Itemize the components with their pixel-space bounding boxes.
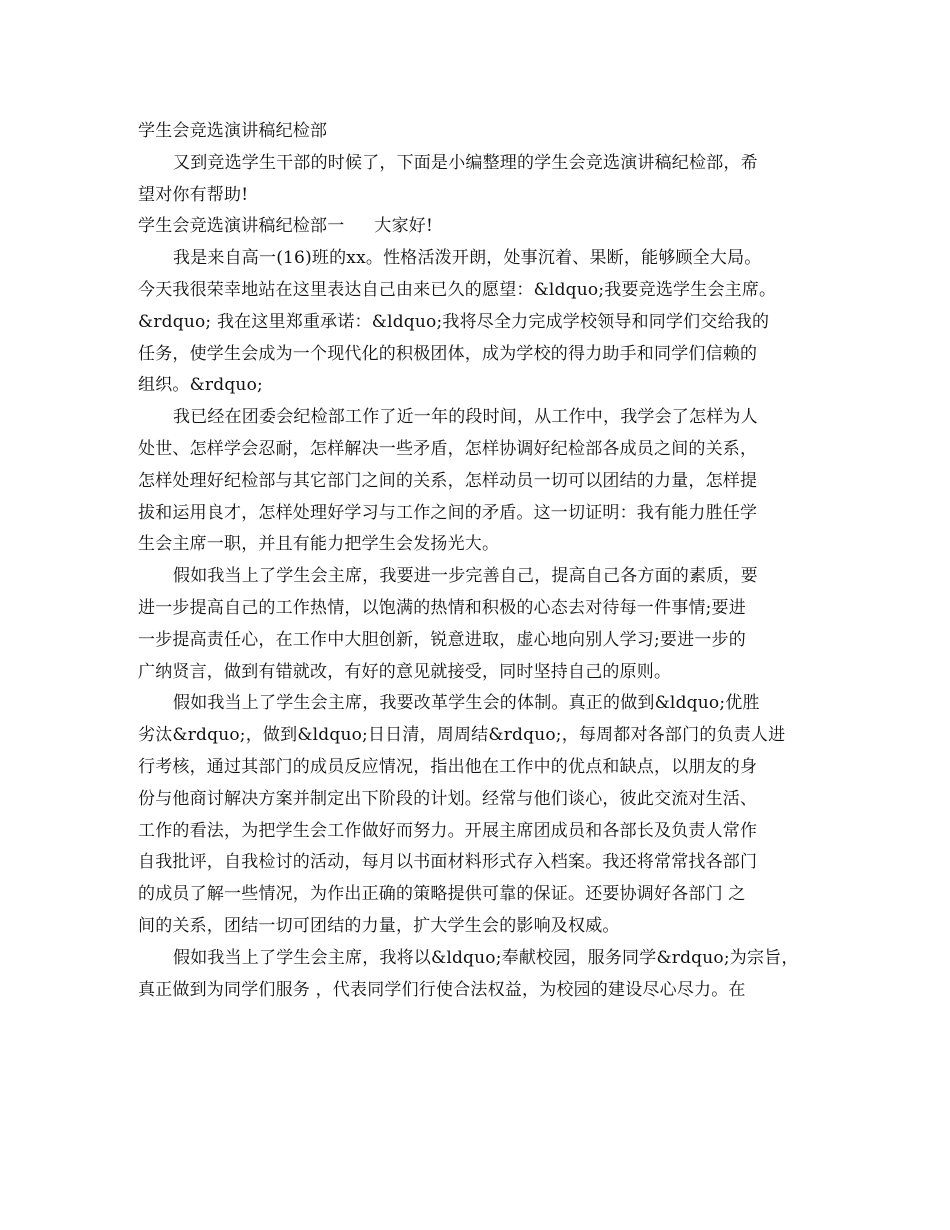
- paragraph-2-line-4: 拔和运用良才，怎样处理好学习与工作之间的矛盾。这一切证明：我有能力胜任学: [138, 502, 758, 523]
- paragraph-4-line-1: 假如我当上了学生会主席，我要改革学生会的体制。真正的做到&ldquo;优胜: [173, 693, 760, 714]
- greeting: 大家好!: [374, 216, 434, 237]
- paragraph-4-line-3: 行考核，通过其部门的成员反应情况，指出他在工作中的优点和缺点，以朋友的身: [138, 756, 758, 777]
- paragraph-2-line-5: 生会主席一职，并且有能力把学生会发扬光大。: [138, 534, 500, 555]
- paragraph-5-line-1: 假如我当上了学生会主席，我将以&ldquo;奉献校园，服务同学&rdquo;为宗旨，: [173, 947, 799, 968]
- section-heading-line: [138, 211, 816, 243]
- paragraph-1-line-1: 我是来自高一(16)班的xx。性格活泼开朗，处事沉着、果断，能够顾全大局。: [173, 248, 762, 269]
- paragraph-3-line-1: 假如我当上了学生会主席，我要进一步完善自己，提高自己各方面的素质，要: [173, 566, 758, 587]
- paragraph-4-line-5: 工作的看法，为把学生会工作做好而努力。开展主席团成员和各部长及负责人常作: [138, 820, 758, 841]
- paragraph-4-line-2: 劣汰&rdquo;，做到&ldquo;日日清，周周结&rdquo;，每周都对各部门的负责人进: [138, 725, 786, 746]
- paragraph-1-line-3: &rdquo; 我在这里郑重承诺：&ldquo;我将尽全力完成学校领导和同学们交给我的: [138, 311, 770, 332]
- paragraph-1-line-4: 任务，使学生会成为一个现代化的积极团体，成为学校的得力助手和同学们信赖的: [138, 343, 758, 364]
- paragraph-4-line-6: 自我批评，自我检讨的活动，每月以书面材料形式存入档案。我还将常常找各部门: [138, 852, 758, 873]
- paragraph-2-line-3: 怎样处理好纪检部与其它部门之间的关系，怎样动员一切可以团结的力量，怎样提: [138, 470, 758, 491]
- paragraph-4-line-4: 份与他商讨解决方案并制定出下阶段的计划。经常与他们谈心，彼此交流对生活、: [138, 788, 758, 809]
- paragraph-4-line-8: 间的关系，团结一切可团结的力量，扩大学生会的影响及权威。: [138, 915, 620, 936]
- paragraph-2-line-2: 处世、怎样学会忍耐，怎样解决一些矛盾，怎样协调好纪检部各成员之间的关系，: [138, 438, 758, 459]
- paragraph-5-line-2: 真正做到为同学们服务 ，代表同学们行使合法权益，为校园的建设尽心尽力。在: [138, 979, 746, 1000]
- section-heading: 学生会竞选演讲稿纪检部一: [138, 216, 345, 237]
- intro-line-1: 又到竞选学生干部的时候了，下面是小编整理的学生会竞选演讲稿纪检部，希: [173, 152, 758, 173]
- intro-line-2: 望对你有帮助!: [138, 184, 249, 205]
- paragraph-1-line-5: 组织。&rdquo;: [138, 375, 263, 396]
- paragraph-3-line-3: 一步提高责任心，在工作中大胆创新，锐意进取，虚心地向别人学习;要进一步的: [138, 629, 746, 650]
- document-body: [138, 116, 816, 1006]
- paragraph-3-line-2: 进一步提高自己的工作热情，以饱满的热情和积极的心态去对待每一件事情;要进: [138, 597, 746, 618]
- paragraph-2-line-1: 我已经在团委会纪检部工作了近一年的段时间，从工作中，我学会了怎样为人: [173, 407, 758, 428]
- document-title: 学生会竞选演讲稿纪检部: [138, 121, 328, 141]
- paragraph-1-line-2: 今天我很荣幸地站在这里表达自己由来已久的愿望：&ldquo;我要竞选学生会主席。: [138, 279, 777, 300]
- paragraph-3-line-4: 广纳贤言，做到有错就改，有好的意见就接受，同时坚持自己的原则。: [138, 661, 672, 682]
- paragraph-4-line-7: 的成员了解一些情况，为作出正确的策略提供可靠的保证。还要协调好各部门 之: [138, 884, 746, 905]
